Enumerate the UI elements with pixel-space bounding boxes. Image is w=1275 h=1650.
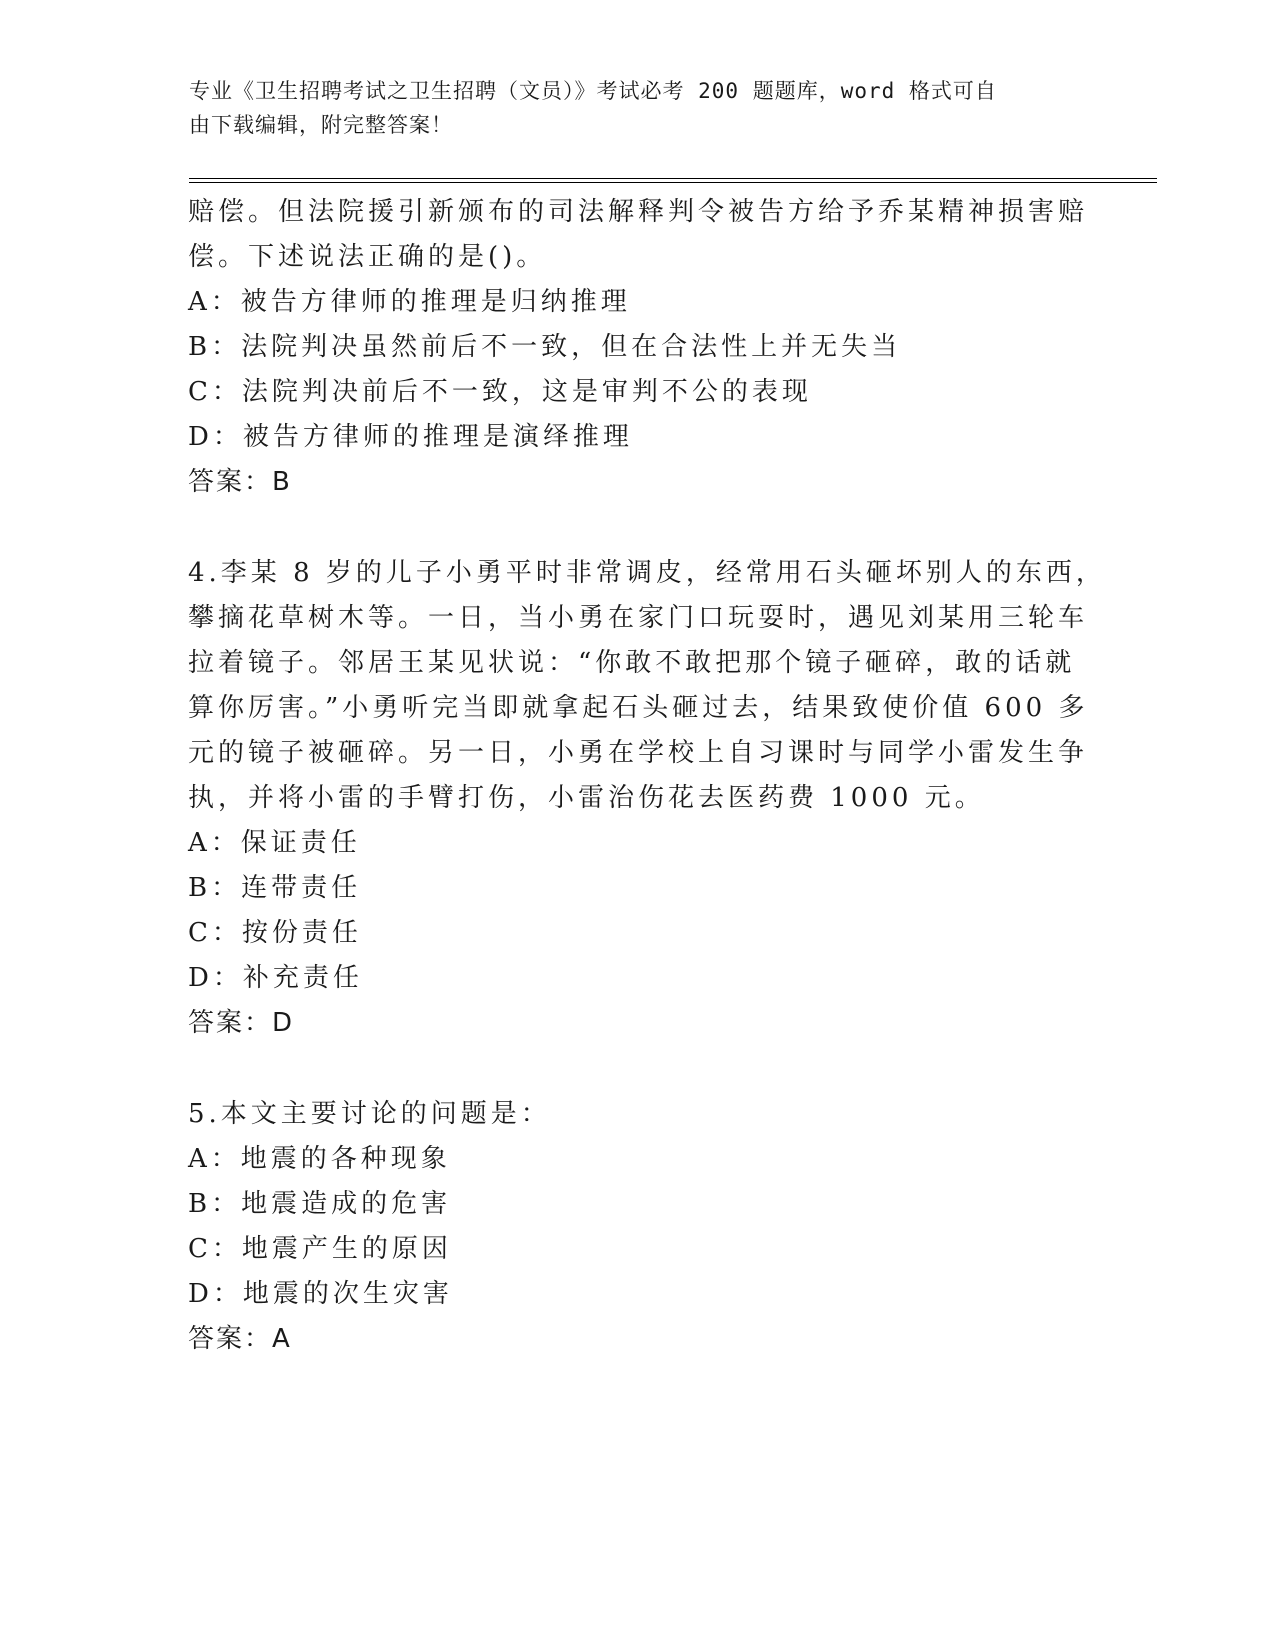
answer-line: 答案：B bbox=[188, 467, 292, 497]
question-stem-line: 4.李某 8 岁的儿子小勇平时非常调皮，经常用石头砸坏别人的东西， bbox=[188, 558, 1106, 588]
page-header bbox=[189, 74, 1069, 142]
option-b: B：地震造成的危害 bbox=[188, 1189, 452, 1219]
option-d: D：补充责任 bbox=[188, 963, 363, 993]
question-spacer bbox=[188, 505, 1068, 551]
option-c: C：法院判决前后不一致，这是审判不公的表现 bbox=[188, 377, 812, 407]
answer-line: 答案：A bbox=[188, 1324, 292, 1354]
option-a: A：地震的各种现象 bbox=[188, 1144, 451, 1174]
answer-line: 答案：D bbox=[188, 1008, 295, 1038]
option-d: D：被告方律师的推理是演绎推理 bbox=[188, 422, 633, 452]
question-stem-line: 5.本文主要讨论的问题是： bbox=[188, 1099, 551, 1129]
option-c: C：按份责任 bbox=[188, 918, 362, 948]
question-stem-line: 拉着镜子。邻居王某见状说：“你敢不敢把那个镜子砸碎，敢的话就 bbox=[188, 648, 1076, 678]
question-stem-line: 赔偿。但法院援引新颁布的司法解释判令被告方给予乔某精神损害赔 bbox=[188, 197, 1089, 227]
question-stem-line: 元的镜子被砸碎。另一日，小勇在学校上自习课时与同学小雷发生争 bbox=[188, 738, 1089, 768]
option-b: B：法院判决虽然前后不一致，但在合法性上并无失当 bbox=[188, 332, 902, 362]
question-stem-line: 算你厉害。”小勇听完当即就拿起石头砸过去，结果致使价值 600 多 bbox=[188, 693, 1089, 723]
question-stem-line: 攀摘花草树木等。一日，当小勇在家门口玩耍时，遇见刘某用三轮车 bbox=[188, 603, 1089, 633]
header-divider bbox=[189, 178, 1157, 183]
question-spacer bbox=[188, 1046, 1068, 1092]
option-a: A：保证责任 bbox=[188, 828, 361, 858]
option-a: A：被告方律师的推理是归纳推理 bbox=[188, 287, 631, 317]
question-4 bbox=[188, 551, 1106, 1046]
question-stem-line: 偿。下述说法正确的是()。 bbox=[188, 242, 547, 272]
option-d: D：地震的次生灾害 bbox=[188, 1279, 453, 1309]
option-c: C：地震产生的原因 bbox=[188, 1234, 452, 1264]
question-stem-line: 执，并将小雷的手臂打伤，小雷治伤花去医药费 1000 元。 bbox=[188, 783, 985, 813]
question-list bbox=[188, 190, 1106, 1362]
question-5 bbox=[188, 1092, 1068, 1362]
header-line: 由下载编辑，附完整答案！ bbox=[189, 113, 453, 137]
question-3 bbox=[188, 190, 1089, 505]
option-b: B：连带责任 bbox=[188, 873, 362, 903]
header-line: 专业《卫生招聘考试之卫生招聘（文员）》考试必考 200 题题库，word 格式可自 bbox=[189, 79, 997, 103]
